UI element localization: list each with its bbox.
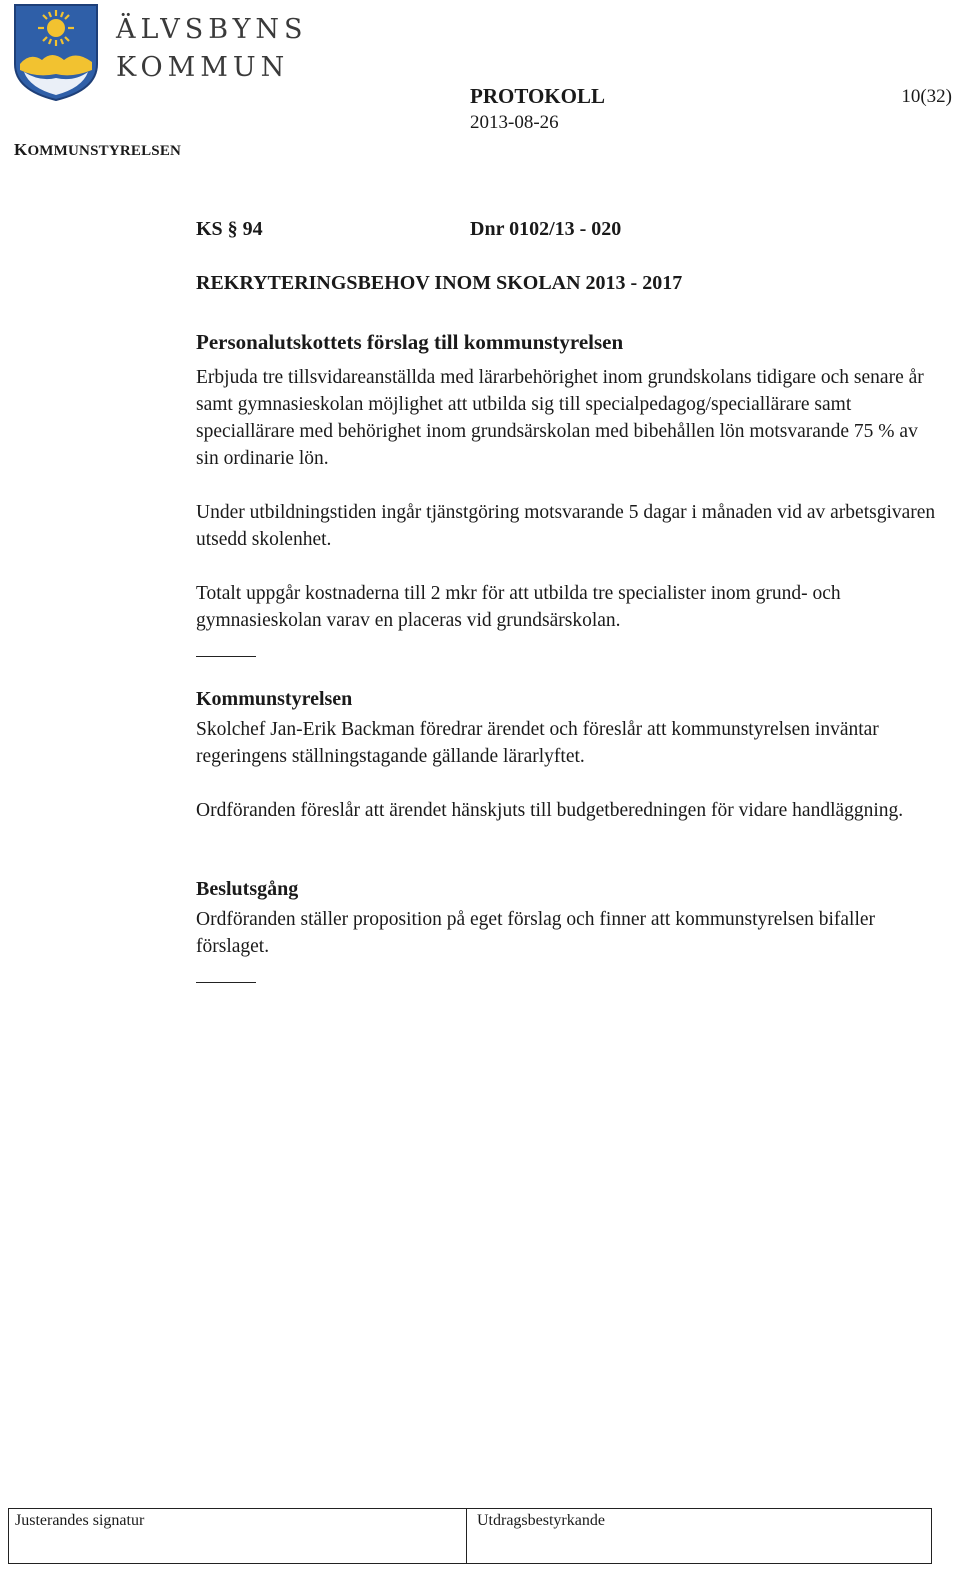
municipality-coat-of-arms-icon	[12, 2, 100, 102]
municipality-name-line1: ÄLVSBYNS	[116, 14, 308, 45]
board-heading: Kommunstyrelsen	[196, 688, 353, 710]
board-paragraph-1: Skolchef Jan-Erik Backman föredrar ärendet och föreslår att kommunstyrelsen inväntar regeringens ställningstagande gällande lärarlyftet.	[196, 719, 879, 767]
proposal-paragraph-3: Totalt uppgår kostnaderna till 2 mkr för att utbilda tre specialister inom grund- och gymnasieskolan varav en placeras vid grundsärskolan.	[196, 583, 841, 631]
case-subject: REKRYTERINGSBEHOV INOM SKOLAN 2013 - 2017	[196, 272, 683, 294]
department-initial: K	[14, 140, 28, 159]
signature-field: Justerandes signatur	[9, 1509, 467, 1563]
department-rest: OMMUNSTYRELSEN	[27, 143, 182, 159]
certification-field: Utdragsbestyrkande	[477, 1512, 605, 1529]
decision-heading: Beslutsgång	[196, 878, 299, 900]
proposal-paragraph-1: Erbjuda tre tillsvidareanställda med lärarbehörighet inom grundskolans tidigare och senare år samt gymnasieskolan möjlighet att utbilda sig till specialpedagog/speciallärare samt speciallärare med behörighet inom grundsärskolan med bibehållen lön motsvarande 75 % av sin ordinarie lön.	[196, 367, 924, 469]
document-type: PROTOKOLL	[470, 84, 605, 108]
proposal-heading: Personalutskottets förslag till kommunstyrelsen	[196, 330, 624, 354]
board-paragraph-2: Ordföranden föreslår att ärendet hänskjuts till budgetberedningen för vidare handläggning.	[196, 800, 904, 821]
department-name	[14, 140, 181, 160]
document-date: 2013-08-26	[470, 112, 559, 133]
case-number: KS § 94	[196, 218, 263, 240]
page-number: 10(32)	[901, 86, 952, 107]
proposal-paragraph-2: Under utbildningstiden ingår tjänstgöring motsvarande 5 dagar i månaden vid av arbetsgivaren utsedd skolenhet.	[196, 502, 936, 550]
diary-number: Dnr 0102/13 - 020	[470, 218, 622, 240]
section-divider	[196, 656, 256, 657]
decision-paragraph: Ordföranden ställer proposition på eget förslag och finner att kommunstyrelsen bifaller förslaget.	[196, 909, 876, 957]
signature-footer	[8, 1508, 932, 1564]
section-divider-end	[196, 982, 256, 983]
municipality-name-line2: KOMMUN	[116, 52, 290, 83]
